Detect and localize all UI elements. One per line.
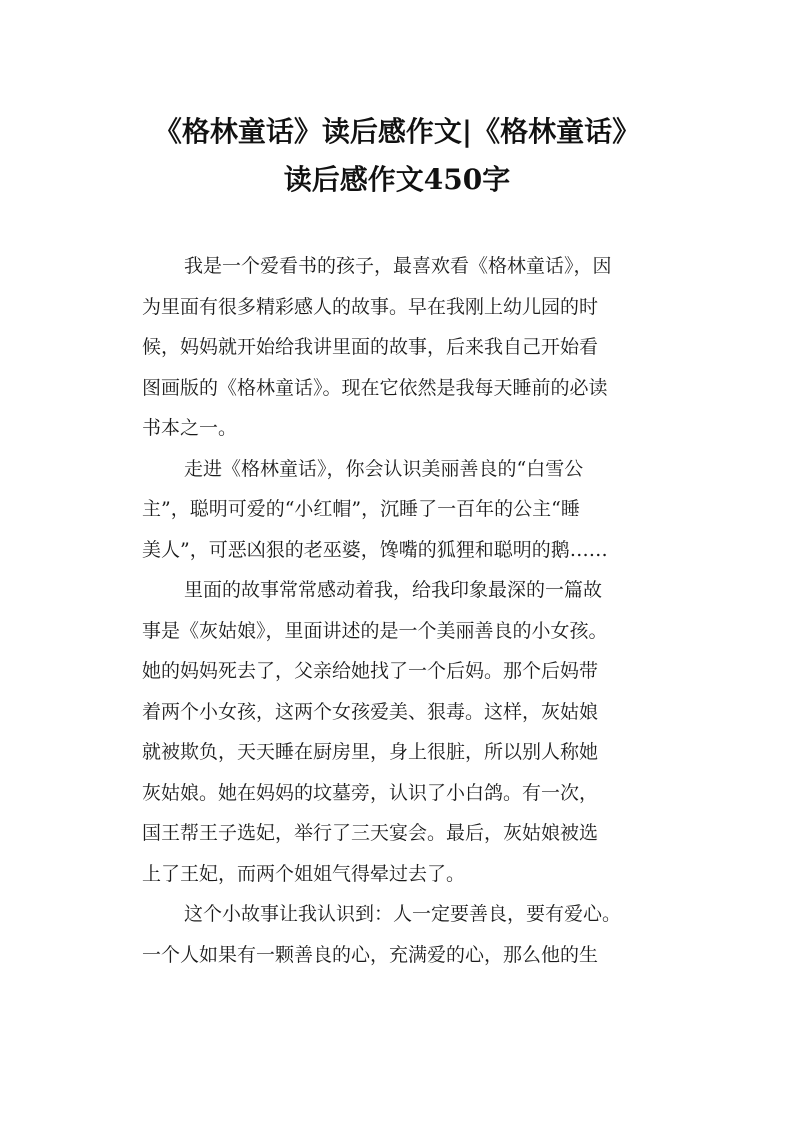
text-line: 她的妈妈死去了，父亲给她找了一个后妈。那个后妈带: [142, 660, 599, 682]
text-line: 上了王妃，而两个姐姐气得晕过去了。: [142, 862, 466, 885]
text-line: 这个小故事让我认识到：人一定要善良，要有爱心。: [184, 903, 622, 925]
text-line: 国王帮王子选妃，举行了三天宴会。最后，灰姑娘被选: [142, 822, 599, 844]
text-line: 灰姑娘。她在妈妈的坟墓旁，认识了小白鸽。有一次，: [142, 781, 599, 804]
title-line-2: 读后感作文450字: [283, 163, 511, 196]
paragraph-3: [142, 570, 682, 894]
text-line: 美人”，可恶凶狠的老巫婆，馋嘴的狐狸和聪明的鹅……: [142, 538, 608, 561]
document-title: [120, 108, 674, 204]
paragraph-4: [142, 894, 682, 975]
text-line: 事是《灰姑娘》，里面讲述的是一个美丽善良的小女孩。: [142, 619, 608, 642]
text-line: 为里面有很多精彩感人的故事。早在我刚上幼儿园的时: [142, 295, 599, 318]
text-line: 着两个小女孩，这两个女孩爱美、狠毒。这样，灰姑娘: [142, 700, 599, 723]
text-line: 走进《格林童话》，你会认识美丽善良的“白雪公: [184, 457, 584, 480]
text-line: 书本之一。: [142, 417, 238, 439]
text-line: 就被欺负，天天睡在厨房里，身上很脏，所以别人称她: [142, 741, 599, 763]
title-line-1: 《格林童话》读后感作文|《格林童话》: [153, 115, 641, 148]
text-line: 我是一个爱看书的孩子，最喜欢看《格林童话》，因: [184, 255, 612, 277]
text-line: 里面的故事常常感动着我，给我印象最深的一篇故: [184, 579, 603, 601]
text-line: 一个人如果有一颗善良的心，充满爱的心，那么他的生: [142, 943, 599, 966]
document-body: [142, 246, 682, 975]
paragraph-2: [142, 449, 682, 571]
text-line: 图画版的《格林童话》。现在它依然是我每天睡前的必读: [142, 376, 608, 399]
paragraph-1: [142, 246, 682, 449]
text-line: 主”，聪明可爱的“小红帽”，沉睡了一百年的公主“睡: [142, 498, 580, 520]
text-line: 候，妈妈就开始给我讲里面的故事，后来我自己开始看: [142, 336, 599, 358]
